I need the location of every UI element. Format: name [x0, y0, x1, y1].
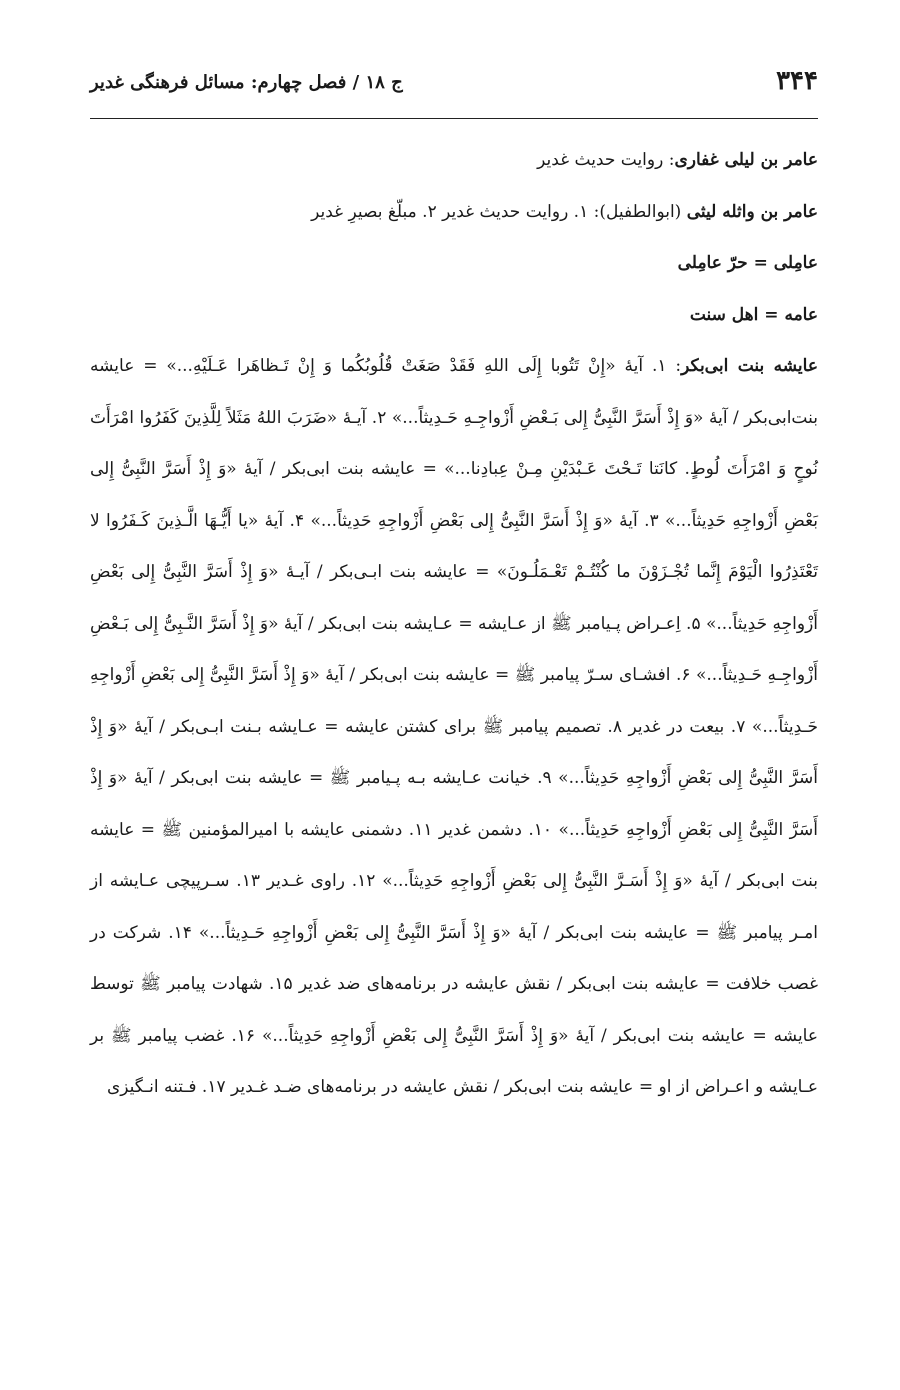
entry-text: = اهل سنت	[689, 304, 785, 325]
entry-amme	[90, 290, 818, 342]
entry-ayesha	[90, 341, 818, 1114]
entry-text: : ۱. آیهٔ «إِنْ تَتُوبا إِلَی اللهِ فَقَدْ صَغَتْ قُلُوبُکُما وَ إِنْ تَـظاهَرا عَـلَیْهِ...» = عایشه بنت‌ابی‌بکر / آیهٔ «وَ إِذْ أَسَرَّ النَّبِیُّ إِلی بَـعْضِ أَزْواجِـهِ حَـدِیثاً...» ۲. آیـهٔ «ضَرَبَ اللهُ مَثَلاً لِلَّذِینَ کَفَرُوا امْرَأَتَ نُوحٍ وَ امْرَأَتَ لُوطٍ. کانَتا تَـحْتَ عَـبْدَیْنِ مِـنْ عِبادِنا...» = عایشه بنت ابی‌بکر / آیهٔ «وَ إِذْ أَسَرَّ النَّبِیُّ إِلی بَعْضِ أَزْواجِهِ حَدِیثاً...» ۳. آیهٔ «وَ إِذْ أَسَرَّ النَّبِیُّ إِلی بَعْضِ أَزْواجِهِ حَدِیثاً...» ۴. آیهٔ «یا أَیُّـهَا الَّـذِینَ کَـفَرُوا لا تَعْتَذِرُوا الْیَوْمَ إِنَّما تُجْـزَوْنَ ما کُنْتُـمْ تَعْـمَلُـونَ» = عایشه بنت ابـی‌بکر / آیـهٔ «وَ إِذْ أَسَرَّ النَّبِیُّ إِلی بَعْضِ أَزْواجِهِ حَدِیثاً...» ۵. اِعـراض پـیامبر ﷺ از عـایشه = عـایشه بنت ابی‌بکر / آیهٔ «وَ إِذْ أَسَرَّ النَّـبِیُّ إِلی بَـعْضِ أَزْواجِـهِ حَـدِیثاً...» ۶. افشـای سـرّ پیامبر ﷺ = عایشه بنت ابی‌بکر / آیهٔ «وَ إِذْ أَسَرَّ النَّبِیُّ إِلی بَعْضِ أَزْواجِهِ حَـدِیثاً...» ۷. بیعت در غدیر ۸. تصمیم پیامبر ﷺ برای کشتن عایشه = عـایشه بـنت ابـی‌بکر / آیهٔ «وَ إِذْ أَسَرَّ النَّبِیُّ إِلی بَعْضِ أَزْواجِهِ حَدِیثاً...» ۹. خیانت عـایشه بـه پـیامبر ﷺ = عایشه بنت ابی‌بکر / آیهٔ «وَ إِذْ أَسَرَّ النَّبِیُّ إِلی بَعْضِ أَزْواجِهِ حَدِیثاً...» ۱۰. دشمن غدیر ۱۱. دشمنی عایشه با امیرالمؤمنین ﷺ = عایشه بنت ابی‌بکر / آیهٔ «وَ إِذْ أَسَـرَّ النَّبِیُّ إِلی بَعْضِ أَزْواجِهِ حَدِیثاً...» ۱۲. راوی غـدیر ۱۳. سـرپیچی عـایشه از امـر پیامبر ﷺ = عایشه بنت ابی‌بکر / آیهٔ «وَ إِذْ أَسَرَّ النَّبِیُّ إِلی بَعْضِ أَزْواجِهِ حَـدِیثاً...» ۱۴. شرکت در غصب خلافت = عایشه بنت ابی‌بکر / نقش عایشه در برنامه‌های ضد غدیر ۱۵. شهادت پیامبر ﷺ توسط عایشه = عایشه بنت ابی‌بکر / آیهٔ «وَ إِذْ أَسَرَّ النَّبِیُّ إِلی بَعْضِ أَزْواجِهِ حَدِیثاً...» ۱۶. غضب پیامبر ﷺ بر عـایشه و اعـراض از او = عایشه بنت ابی‌بکر / نقش عایشه در برنامه‌های ضـد غـدیر ۱۷. فـتنه انـگیزی	[90, 356, 819, 1097]
entry-term: عایشه بنت ابی‌بکر	[681, 356, 818, 376]
header-rule	[90, 118, 818, 119]
entry-term: عامر بن واثله لیثی	[686, 201, 818, 222]
entry-text: (ابوالطفیل): ۱. روایت حدیث غدیر ۲. مبلّغ بصیرِ غدیر	[311, 201, 687, 222]
entry-text: : روایت حدیث غدیر	[537, 150, 675, 170]
page-header	[90, 58, 818, 114]
entry-amer-bin-layli	[90, 135, 818, 187]
running-title: ج ۱۸ / فصل چهارم: مسائل فرهنگی غدیر	[90, 72, 403, 93]
page-body	[90, 135, 818, 1114]
entry-term: عامِلی	[773, 253, 818, 273]
entry-ameli	[90, 238, 818, 290]
entry-amer-bin-vathele	[90, 187, 818, 239]
entry-term: عامر بن لیلی غفاری	[674, 150, 818, 170]
entry-text: = حرّ عامِلی	[677, 253, 774, 273]
page-number: ۳۴۴	[776, 66, 818, 96]
entry-term: عامه	[784, 304, 818, 325]
